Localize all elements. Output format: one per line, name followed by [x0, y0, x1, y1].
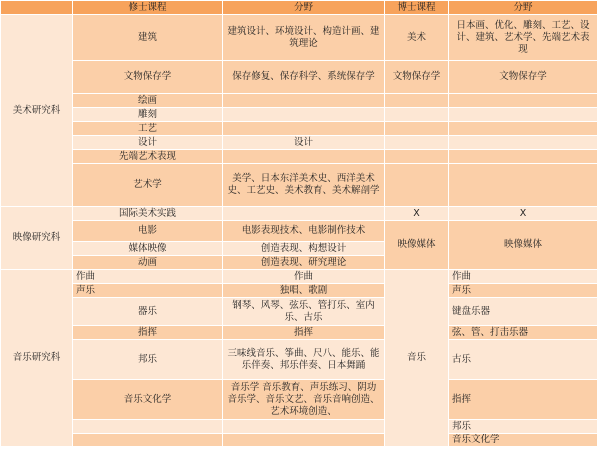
course-cell: 雕刻: [73, 108, 223, 122]
course-cell: 艺术学: [73, 164, 223, 207]
field-cell: 建筑设计、环境设计、构造计画、建筑理论: [223, 15, 385, 61]
field-cell: [223, 150, 385, 164]
doctoral-course-cell: 音乐: [385, 270, 449, 447]
doctoral-course-cell: X: [385, 207, 449, 221]
table-row: [1, 122, 598, 136]
table-row: [1, 136, 598, 150]
doctoral-course-cell: 映像媒体: [385, 221, 449, 270]
doctoral-course-cell: 美术: [385, 15, 449, 61]
field-cell: 作曲: [223, 270, 385, 284]
field-cell: [223, 420, 385, 434]
doctoral-course-cell: [385, 108, 449, 122]
doctoral-field-cell: [449, 164, 598, 207]
field-cell: 创造表现、研究理论: [223, 256, 385, 270]
doctoral-field-cell: [449, 150, 598, 164]
field-cell: [223, 108, 385, 122]
doctoral-field-cell: X: [449, 207, 598, 221]
doctoral-field-cell: 日本画、优化、雕刻、工艺、设计、建筑、艺术学、先端艺术表现: [449, 15, 598, 61]
doctoral-field-cell: 文物保存学: [449, 61, 598, 94]
course-cell: 音乐文化学: [73, 380, 223, 420]
table-row: [1, 298, 598, 326]
header-row: [1, 1, 598, 15]
course-cell: 文物保存学: [73, 61, 223, 94]
table-row: [1, 150, 598, 164]
field-cell: 设计: [223, 136, 385, 150]
header-corner: [1, 1, 73, 15]
field-cell: 钢琴、风琴、弦乐、管打乐、室内乐、古乐: [223, 298, 385, 326]
table-row: [1, 420, 598, 434]
doctoral-field-cell: 键盘乐器: [449, 298, 598, 326]
header-field: 分野: [223, 1, 385, 15]
course-cell: 设计: [73, 136, 223, 150]
doctoral-field-cell: 指挥: [449, 380, 598, 420]
doctoral-course-cell: 文物保存学: [385, 61, 449, 94]
table-row: [1, 270, 598, 284]
course-cell: 工艺: [73, 122, 223, 136]
course-cell: [73, 434, 223, 447]
course-cell: 动画: [73, 256, 223, 270]
section-film: 映像研究科: [1, 207, 73, 270]
table-row: [1, 326, 598, 340]
course-cell: 建筑: [73, 15, 223, 61]
course-cell: 国际美术实践: [73, 207, 223, 221]
table-row: [1, 380, 598, 420]
doctoral-field-cell: [449, 122, 598, 136]
section-music: 音乐研究科: [1, 270, 73, 447]
doctoral-course-cell: [385, 136, 449, 150]
table-row: [1, 94, 598, 108]
course-cell: 器乐: [73, 298, 223, 326]
course-cell: 指挥: [73, 326, 223, 340]
course-cell: 媒体映像: [73, 242, 223, 256]
doctoral-field-cell: 音乐文化学: [449, 434, 598, 447]
table-row: [1, 15, 598, 61]
table-row: [1, 164, 598, 207]
doctoral-field-cell: 弦、管、打击乐器: [449, 326, 598, 340]
field-cell: 指挥: [223, 326, 385, 340]
field-cell: 创造表现、构想设计: [223, 242, 385, 256]
section-fine-arts: 美术研究科: [1, 15, 73, 207]
field-cell: 保存修复、保存科学、系统保存学: [223, 61, 385, 94]
doctoral-field-cell: 作曲: [449, 270, 598, 284]
doctoral-course-cell: [385, 94, 449, 108]
header-doctoral-field: 分野: [449, 1, 598, 15]
table-row: [1, 284, 598, 298]
table-row: [1, 61, 598, 94]
field-cell: [223, 122, 385, 136]
course-cell: 作曲: [73, 270, 223, 284]
field-cell: [223, 207, 385, 221]
table-row: [1, 340, 598, 380]
doctoral-field-cell: 邦乐: [449, 420, 598, 434]
course-cell: 声乐: [73, 284, 223, 298]
doctoral-field-cell: [449, 136, 598, 150]
doctoral-field-cell: [449, 94, 598, 108]
field-cell: 三味线音乐、筝曲、尺八、能乐、能乐伴奏、邦乐伴奏、日本舞踊: [223, 340, 385, 380]
header-masters-course: 修士课程: [73, 1, 223, 15]
field-cell: 音乐学 音乐教育、声乐练习、阴功音乐学、音乐文艺、音乐音响创造、艺术环境创造、: [223, 380, 385, 420]
field-cell: [223, 94, 385, 108]
table-row: [1, 434, 598, 447]
table-row: [1, 108, 598, 122]
field-cell: 电影表现技术、电影制作技术: [223, 221, 385, 242]
doctoral-course-cell: [385, 122, 449, 136]
doctoral-field-cell: 声乐: [449, 284, 598, 298]
doctoral-course-cell: [385, 150, 449, 164]
field-cell: [223, 434, 385, 447]
table-row: [1, 221, 598, 242]
course-cell: 邦乐: [73, 340, 223, 380]
course-cell: [73, 420, 223, 434]
field-cell: 独唱、歌剧: [223, 284, 385, 298]
doctoral-course-cell: [385, 164, 449, 207]
field-cell: 美学、日本东洋美术史、西洋美术史、工艺史、美术教育、美术解剖学: [223, 164, 385, 207]
header-doctoral-course: 博士课程: [385, 1, 449, 15]
course-cell: 电影: [73, 221, 223, 242]
course-cell: 先端艺术表现: [73, 150, 223, 164]
table-row: [1, 207, 598, 221]
doctoral-field-cell: 古乐: [449, 340, 598, 380]
course-cell: 绘画: [73, 94, 223, 108]
doctoral-field-cell: 映像媒体: [449, 221, 598, 270]
doctoral-field-cell: [449, 108, 598, 122]
